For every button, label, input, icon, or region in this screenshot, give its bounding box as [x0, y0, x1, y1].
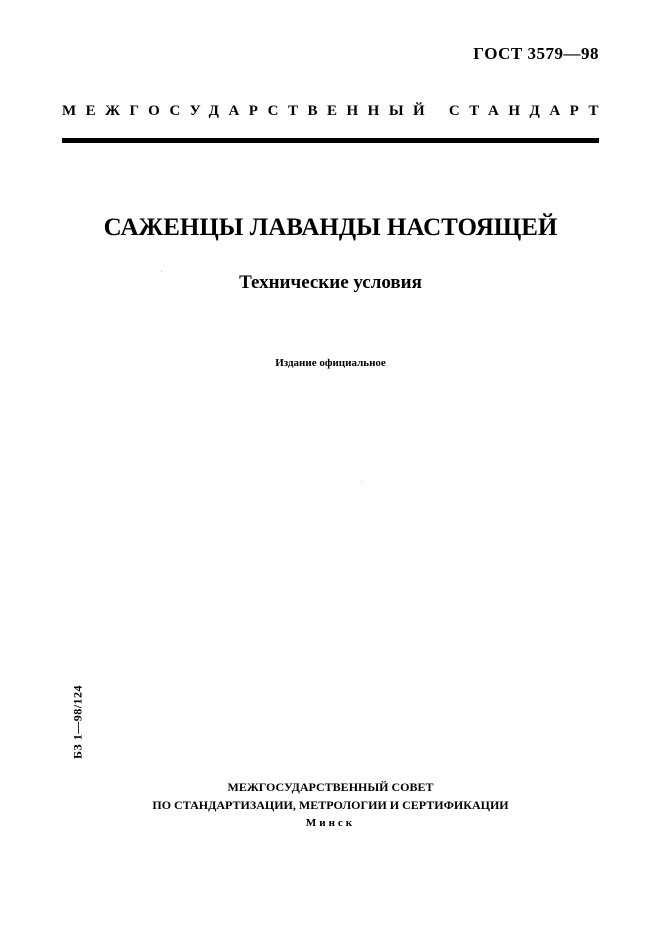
document-title: САЖЕНЦЫ ЛАВАНДЫ НАСТОЯЩЕЙ	[103, 214, 558, 241]
publisher-line-1: МЕЖГОСУДАРСТВЕННЫЙ СОВЕТ	[227, 780, 434, 794]
edition-label: Издание официальное	[275, 357, 386, 369]
scan-speck	[161, 271, 162, 272]
header-standard-word: СТАНДАРТ	[448, 103, 608, 119]
publisher-line-2: ПО СТАНДАРТИЗАЦИИ, МЕТРОЛОГИИ И СЕРТИФИКАЦИИ	[152, 798, 509, 812]
header-standard-type: МЕЖГОСУДАРСТВЕННЫЙ	[62, 103, 435, 119]
header-rule	[62, 138, 599, 143]
publisher-block	[0, 778, 661, 832]
side-code: БЗ 1—98/124	[70, 684, 85, 760]
scan-speck	[361, 481, 362, 482]
document-number: ГОСТ 3579—98	[473, 44, 599, 63]
document-subtitle: Технические условия	[239, 272, 422, 293]
header-band	[62, 103, 608, 125]
publisher-city: Минск	[305, 817, 356, 829]
